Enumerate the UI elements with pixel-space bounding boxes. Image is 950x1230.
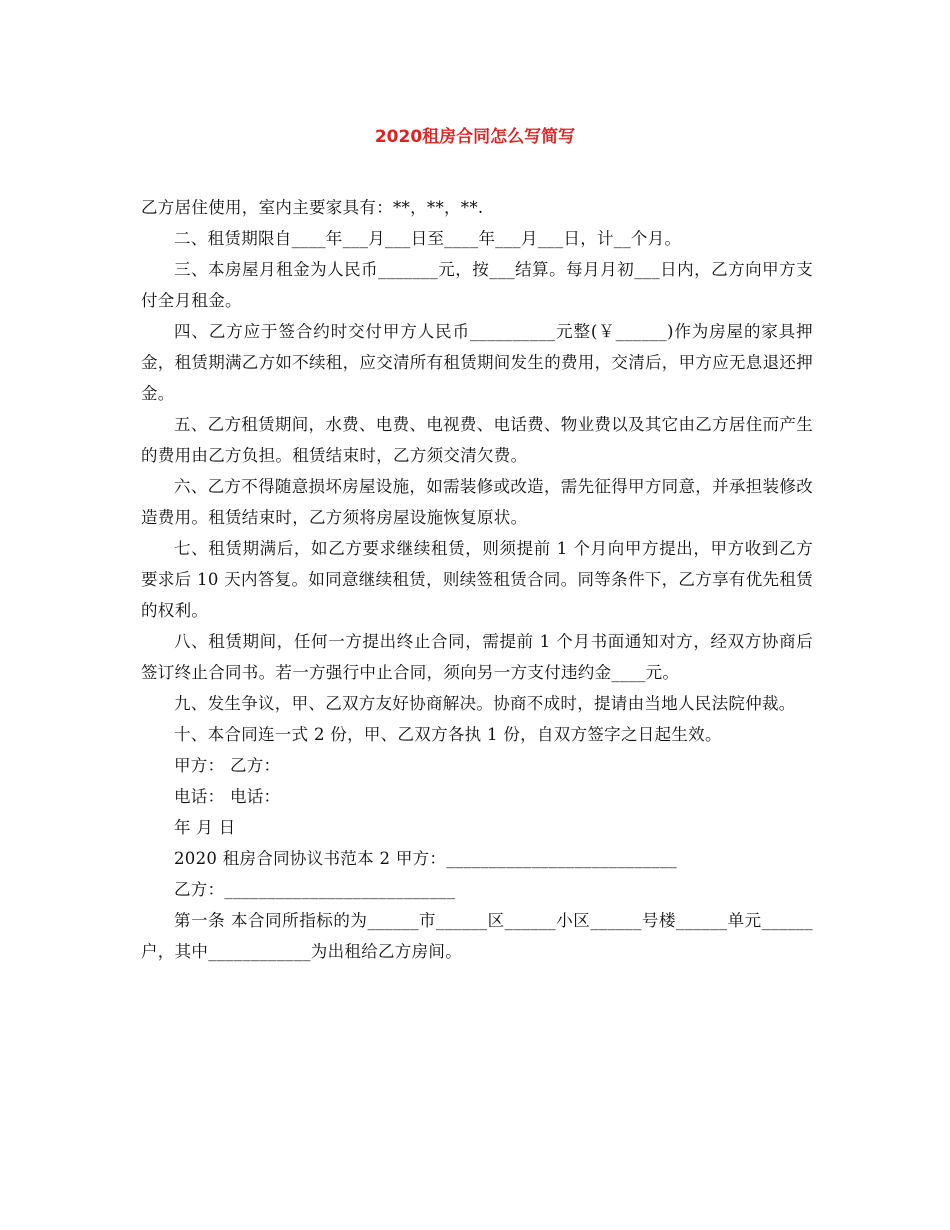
document-title: 2020租房合同怎么写简写 [374, 127, 576, 147]
paragraph-clause-5: 五、乙方租赁期间，水费、电费、电视费、电话费、物业费以及其它由乙方居住而产生的费用由乙方负担。租赁结束时，乙方须交清欠费。 [141, 415, 813, 465]
paragraph-clause-3: 三、本房屋月租金为人民币_______元，按___结算。每月月初___日内，乙方向甲方支付全月租金。 [141, 260, 813, 310]
paragraph-clause-2: 二、租赁期限自____年___月___日至____年___月___日，计__个月。 [174, 229, 682, 248]
paragraph-clause-8: 八、租赁期间，任何一方提出终止合同，需提前 1 个月书面通知对方，经双方协商后签订终止合同书。若一方强行中止合同，须向另一方支付违约金____元。 [141, 632, 813, 682]
paragraph-clause-10: 十、本合同连一式 2 份，甲、乙双方各执 1 份，自双方签字之日起生效。 [174, 725, 722, 744]
template-2-article-1: 第一条 本合同所指标的为______市______区______小区______号楼______单元______户，其中____________为出租给乙方房间。 [141, 911, 813, 961]
document-body [141, 192, 813, 967]
paragraph-clause-4: 四、乙方应于签合约时交付甲方人民币__________元整(￥______)作为房屋的家具押金，租赁期满乙方如不续租，应交清所有租赁期间发生的费用，交清后，甲方应无息退还押金。 [141, 322, 813, 403]
paragraph-clause-9: 九、发生争议，甲、乙双方友好协商解决。协商不成时，提请由当地人民法院仲裁。 [174, 694, 796, 713]
paragraph-clause-7: 七、租赁期满后，如乙方要求继续租赁，则须提前 1 个月向甲方提出，甲方收到乙方要求后 10 天内答复。如同意继续租赁，则续签租赁合同。同等条件下，乙方享有优先租赁的权利。 [141, 539, 813, 620]
paragraph-clause-6: 六、乙方不得随意损坏房屋设施，如需装修或改造，需先征得甲方同意，并承担装修改造费用。租赁结束时，乙方须将房屋设施恢复原状。 [141, 477, 813, 527]
signature-date: 年 月 日 [174, 818, 236, 837]
signature-phones: 电话： 电话： [174, 787, 281, 806]
signature-parties: 甲方： 乙方： [174, 756, 281, 775]
paragraph-furniture: 乙方居住使用，室内主要家具有：**，**，**. [141, 198, 484, 217]
template-2-heading: 2020 租房合同协议书范本 2 甲方：___________________________ [174, 849, 678, 868]
template-2-party-b: 乙方：___________________________ [174, 880, 456, 899]
